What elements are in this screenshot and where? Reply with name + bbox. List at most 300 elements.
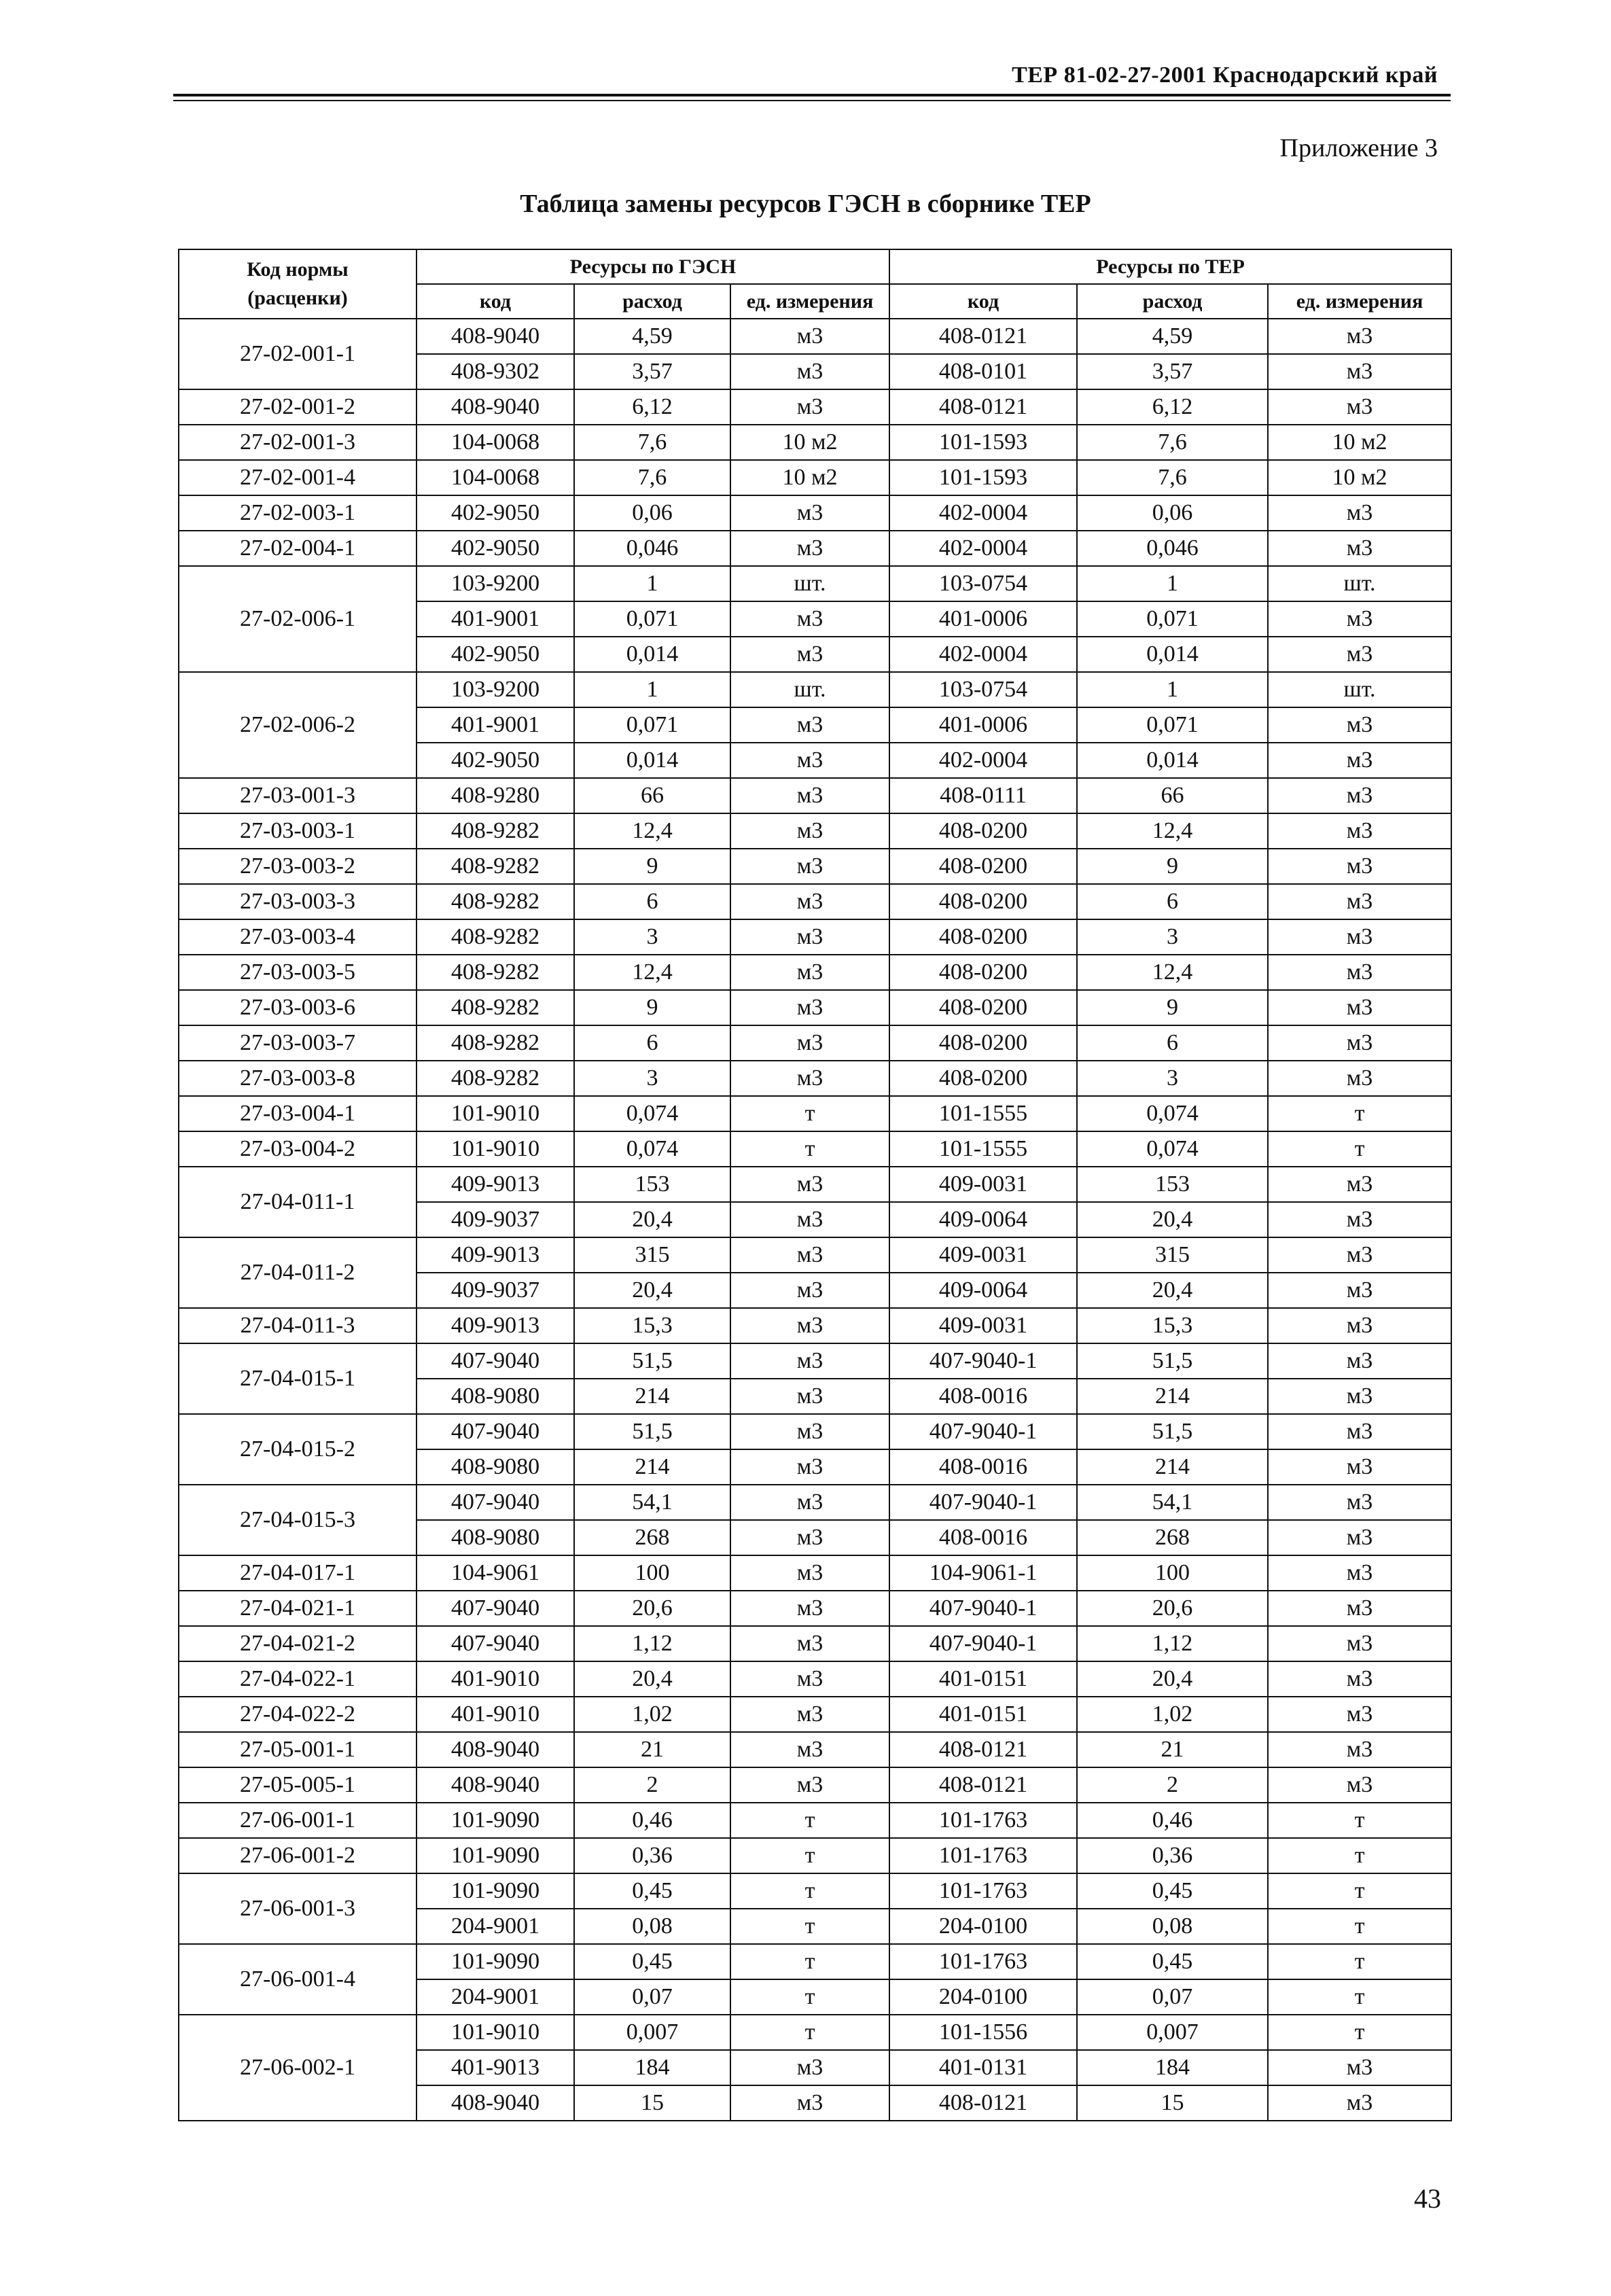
gesn-unit-cell: м3 [730, 2050, 889, 2085]
gesn-consumption-cell: 100 [574, 1555, 730, 1591]
norm-code-cell: 27-04-022-2 [179, 1697, 417, 1732]
norm-code-cell: 27-03-003-7 [179, 1025, 417, 1061]
gesn-code-cell: 408-9282 [417, 884, 574, 919]
gesn-unit-cell: м3 [730, 955, 889, 990]
ter-consumption-cell: 2 [1077, 1767, 1268, 1803]
gesn-unit-cell: м3 [730, 1308, 889, 1343]
ter-consumption-cell: 51,5 [1077, 1343, 1268, 1379]
ter-unit-cell: т [1268, 1944, 1451, 1979]
gesn-code-cell: 409-9013 [417, 1237, 574, 1273]
gesn-unit-cell: т [730, 1803, 889, 1838]
ter-code-cell: 409-0064 [889, 1202, 1077, 1237]
gesn-unit-cell: т [730, 1873, 889, 1909]
gesn-consumption-cell: 1 [574, 566, 730, 601]
table-row [179, 319, 1451, 354]
table-row [179, 1591, 1451, 1626]
gesn-code-cell: 409-9037 [417, 1202, 574, 1237]
gesn-consumption-cell: 0,071 [574, 601, 730, 637]
table-title: Таблица замены ресурсов ГЭСН в сборнике ТЕР [520, 190, 1091, 218]
ter-code-cell: 408-0121 [889, 389, 1077, 425]
header-rule [173, 94, 1451, 96]
ter-unit-cell: м3 [1268, 1025, 1451, 1061]
ter-unit-cell: м3 [1268, 1767, 1451, 1803]
table-row [179, 1873, 1451, 1909]
ter-unit-cell: т [1268, 1873, 1451, 1909]
ter-consumption-cell: 0,45 [1077, 1944, 1268, 1979]
ter-consumption-cell: 3 [1077, 919, 1268, 955]
gesn-consumption-cell: 1 [574, 672, 730, 707]
gesn-unit-cell: м3 [730, 1449, 889, 1485]
table-row [179, 813, 1451, 849]
ter-code-cell: 101-1555 [889, 1096, 1077, 1131]
ter-unit-cell: м3 [1268, 1167, 1451, 1202]
ter-consumption-cell: 20,6 [1077, 1591, 1268, 1626]
ter-consumption-cell: 9 [1077, 849, 1268, 884]
table-row [179, 778, 1451, 813]
norm-code-cell: 27-04-015-3 [179, 1485, 417, 1555]
ter-unit-cell: м3 [1268, 1202, 1451, 1237]
gesn-unit-cell: м3 [730, 1061, 889, 1096]
ter-consumption-cell: 15 [1077, 2085, 1268, 2121]
gesn-consumption-cell: 3 [574, 1061, 730, 1096]
gesn-code-cell: 408-9040 [417, 2085, 574, 2121]
ter-unit-cell: м3 [1268, 1343, 1451, 1379]
ter-code-cell: 401-0006 [889, 601, 1077, 637]
gesn-unit-cell: м3 [730, 601, 889, 637]
gesn-code-cell: 103-9200 [417, 566, 574, 601]
gesn-consumption-cell: 0,07 [574, 1979, 730, 2015]
table-row [179, 990, 1451, 1025]
ter-unit-cell: м3 [1268, 1414, 1451, 1449]
gesn-unit-cell: м3 [730, 1343, 889, 1379]
ter-unit-cell: т [1268, 2015, 1451, 2050]
ter-unit-cell: м3 [1268, 531, 1451, 566]
gesn-code-cell: 408-9282 [417, 919, 574, 955]
ter-consumption-cell: 184 [1077, 2050, 1268, 2085]
ter-unit-cell: м3 [1268, 354, 1451, 389]
gesn-consumption-cell: 66 [574, 778, 730, 813]
ter-consumption-cell: 9 [1077, 990, 1268, 1025]
gesn-code-cell: 408-9040 [417, 1732, 574, 1767]
gesn-code-cell: 101-9090 [417, 1838, 574, 1873]
gesn-consumption-cell: 184 [574, 2050, 730, 2085]
gesn-unit-cell: м3 [730, 1661, 889, 1697]
ter-consumption-cell: 4,59 [1077, 319, 1268, 354]
norm-code-cell: 27-06-002-1 [179, 2015, 417, 2121]
ter-code-cell: 101-1593 [889, 425, 1077, 460]
gesn-code-cell: 408-9302 [417, 354, 574, 389]
gesn-consumption-cell: 51,5 [574, 1343, 730, 1379]
ter-consumption-cell: 0,07 [1077, 1979, 1268, 2015]
gesn-consumption-cell: 20,6 [574, 1591, 730, 1626]
gesn-code-cell: 407-9040 [417, 1626, 574, 1661]
gesn-consumption-cell: 15 [574, 2085, 730, 2121]
gesn-unit-cell: м3 [730, 1237, 889, 1273]
gesn-unit-header: ед. измерения [730, 284, 889, 319]
ter-consumption-cell: 214 [1077, 1449, 1268, 1485]
gesn-consumption-cell: 15,3 [574, 1308, 730, 1343]
ter-unit-cell: м3 [1268, 1732, 1451, 1767]
table-row [179, 2015, 1451, 2050]
norm-code-cell: 27-03-003-4 [179, 919, 417, 955]
table-row [179, 1732, 1451, 1767]
gesn-code-cell: 409-9013 [417, 1308, 574, 1343]
gesn-code-cell: 101-9010 [417, 1131, 574, 1167]
ter-code-cell: 103-0754 [889, 672, 1077, 707]
table-row [179, 1237, 1451, 1273]
ter-code-cell: 409-0064 [889, 1273, 1077, 1308]
ter-unit-cell: т [1268, 1803, 1451, 1838]
table-row [179, 425, 1451, 460]
table-row [179, 495, 1451, 531]
gesn-unit-cell: т [730, 1096, 889, 1131]
norm-code-cell: 27-03-003-3 [179, 884, 417, 919]
ter-consumption-cell: 7,6 [1077, 425, 1268, 460]
gesn-code-cell: 409-9037 [417, 1273, 574, 1308]
ter-consumption-cell: 1 [1077, 566, 1268, 601]
ter-consumption-cell: 0,074 [1077, 1131, 1268, 1167]
ter-consumption-cell: 3,57 [1077, 354, 1268, 389]
ter-consumption-cell: 0,074 [1077, 1096, 1268, 1131]
ter-code-cell: 402-0004 [889, 743, 1077, 778]
ter-code-cell: 409-0031 [889, 1167, 1077, 1202]
table-row [179, 1414, 1451, 1449]
gesn-unit-cell: т [730, 1909, 889, 1944]
gesn-consumption-cell: 3,57 [574, 354, 730, 389]
norm-code-cell: 27-03-001-3 [179, 778, 417, 813]
gesn-consumption-cell: 0,014 [574, 637, 730, 672]
gesn-consumption-cell: 0,08 [574, 1909, 730, 1944]
table-row [179, 1767, 1451, 1803]
gesn-consumption-cell: 0,074 [574, 1131, 730, 1167]
gesn-unit-cell: м3 [730, 1414, 889, 1449]
norm-code-cell: 27-04-011-1 [179, 1167, 417, 1237]
norm-code-cell: 27-02-001-3 [179, 425, 417, 460]
norm-code-cell: 27-03-003-2 [179, 849, 417, 884]
gesn-consumption-cell: 6 [574, 884, 730, 919]
gesn-consumption-cell: 0,007 [574, 2015, 730, 2050]
ter-consumption-header: расход [1077, 284, 1268, 319]
gesn-consumption-cell: 0,074 [574, 1096, 730, 1131]
ter-code-cell: 408-0101 [889, 354, 1077, 389]
ter-code-cell: 408-0121 [889, 1732, 1077, 1767]
gesn-code-cell: 407-9040 [417, 1485, 574, 1520]
ter-consumption-cell: 12,4 [1077, 813, 1268, 849]
ter-consumption-cell: 1,12 [1077, 1626, 1268, 1661]
gesn-group-header: Ресурсы по ГЭСН [417, 249, 889, 284]
gesn-code-cell: 401-9010 [417, 1661, 574, 1697]
ter-consumption-cell: 6 [1077, 1025, 1268, 1061]
gesn-unit-cell: м3 [730, 1273, 889, 1308]
document-header-title: ТЕР 81-02-27-2001 Краснодарский край [1012, 63, 1438, 88]
gesn-unit-cell: м3 [730, 1555, 889, 1591]
table-row [179, 531, 1451, 566]
ter-consumption-cell: 315 [1077, 1237, 1268, 1273]
ter-unit-cell: м3 [1268, 849, 1451, 884]
gesn-code-cell: 101-9010 [417, 2015, 574, 2050]
ter-code-cell: 101-1763 [889, 1838, 1077, 1873]
gesn-code-cell: 401-9001 [417, 601, 574, 637]
gesn-consumption-header: расход [574, 284, 730, 319]
gesn-code-cell: 409-9013 [417, 1167, 574, 1202]
gesn-consumption-cell: 12,4 [574, 813, 730, 849]
ter-code-cell: 204-0100 [889, 1979, 1077, 2015]
ter-unit-cell: м3 [1268, 2085, 1451, 2121]
ter-unit-cell: м3 [1268, 743, 1451, 778]
ter-code-cell: 408-0111 [889, 778, 1077, 813]
ter-consumption-cell: 0,06 [1077, 495, 1268, 531]
ter-consumption-cell: 0,071 [1077, 707, 1268, 743]
ter-code-cell: 407-9040-1 [889, 1343, 1077, 1379]
ter-unit-cell: м3 [1268, 1237, 1451, 1273]
ter-unit-cell: м3 [1268, 1308, 1451, 1343]
gesn-unit-cell: м3 [730, 849, 889, 884]
gesn-consumption-cell: 4,59 [574, 319, 730, 354]
norm-code-cell: 27-03-004-2 [179, 1131, 417, 1167]
gesn-code-cell: 402-9050 [417, 531, 574, 566]
gesn-unit-cell: м3 [730, 778, 889, 813]
norm-code-header-line2: (расценки) [247, 287, 348, 309]
norm-code-cell: 27-04-015-2 [179, 1414, 417, 1485]
ter-unit-cell: 10 м2 [1268, 460, 1451, 495]
ter-code-cell: 402-0004 [889, 495, 1077, 531]
ter-unit-cell: шт. [1268, 566, 1451, 601]
gesn-consumption-cell: 214 [574, 1449, 730, 1485]
ter-code-cell: 401-0006 [889, 707, 1077, 743]
gesn-unit-cell: шт. [730, 672, 889, 707]
gesn-unit-cell: 10 м2 [730, 460, 889, 495]
gesn-unit-cell: м3 [730, 707, 889, 743]
ter-code-cell: 101-1763 [889, 1944, 1077, 1979]
ter-group-header: Ресурсы по ТЕР [889, 249, 1451, 284]
ter-consumption-cell: 268 [1077, 1520, 1268, 1555]
gesn-consumption-cell: 20,4 [574, 1273, 730, 1308]
ter-unit-cell: м3 [1268, 1485, 1451, 1520]
norm-code-cell: 27-06-001-3 [179, 1873, 417, 1944]
gesn-code-cell: 104-9061 [417, 1555, 574, 1591]
gesn-code-cell: 408-9080 [417, 1449, 574, 1485]
ter-unit-cell: м3 [1268, 495, 1451, 531]
norm-code-cell: 27-04-015-1 [179, 1343, 417, 1414]
ter-consumption-cell: 0,08 [1077, 1909, 1268, 1944]
ter-code-cell: 408-0121 [889, 1767, 1077, 1803]
gesn-consumption-cell: 0,45 [574, 1873, 730, 1909]
gesn-consumption-cell: 0,46 [574, 1803, 730, 1838]
header-rule-thin [173, 100, 1451, 101]
table-row [179, 1555, 1451, 1591]
ter-consumption-cell: 21 [1077, 1732, 1268, 1767]
ter-code-cell: 407-9040-1 [889, 1414, 1077, 1449]
ter-unit-cell: 10 м2 [1268, 425, 1451, 460]
ter-code-cell: 409-0031 [889, 1308, 1077, 1343]
ter-consumption-cell: 7,6 [1077, 460, 1268, 495]
table-row [179, 1626, 1451, 1661]
table-row [179, 1131, 1451, 1167]
ter-consumption-cell: 1 [1077, 672, 1268, 707]
ter-consumption-cell: 51,5 [1077, 1414, 1268, 1449]
norm-code-cell: 27-04-022-1 [179, 1661, 417, 1697]
gesn-consumption-cell: 20,4 [574, 1661, 730, 1697]
norm-code-header-line1: Код нормы [247, 258, 349, 281]
ter-code-cell: 408-0016 [889, 1520, 1077, 1555]
ter-code-cell: 204-0100 [889, 1909, 1077, 1944]
gesn-code-cell: 408-9040 [417, 319, 574, 354]
gesn-unit-cell: м3 [730, 1485, 889, 1520]
gesn-code-cell: 402-9050 [417, 743, 574, 778]
ter-consumption-cell: 20,4 [1077, 1202, 1268, 1237]
ter-unit-cell: м3 [1268, 1555, 1451, 1591]
ter-code-cell: 408-0200 [889, 884, 1077, 919]
gesn-unit-cell: м3 [730, 1626, 889, 1661]
table-body [179, 319, 1451, 2121]
norm-code-cell: 27-03-004-1 [179, 1096, 417, 1131]
ter-consumption-cell: 0,45 [1077, 1873, 1268, 1909]
norm-code-cell: 27-02-001-4 [179, 460, 417, 495]
gesn-code-cell: 101-9090 [417, 1944, 574, 1979]
ter-consumption-cell: 0,007 [1077, 2015, 1268, 2050]
ter-consumption-cell: 0,36 [1077, 1838, 1268, 1873]
gesn-code-cell: 204-9001 [417, 1909, 574, 1944]
norm-code-cell: 27-03-003-1 [179, 813, 417, 849]
gesn-unit-cell: м3 [730, 1520, 889, 1555]
ter-code-cell: 103-0754 [889, 566, 1077, 601]
gesn-consumption-cell: 9 [574, 849, 730, 884]
norm-code-cell: 27-03-003-5 [179, 955, 417, 990]
gesn-unit-cell: м3 [730, 1697, 889, 1732]
norm-code-header [179, 249, 417, 319]
gesn-unit-cell: м3 [730, 2085, 889, 2121]
ter-consumption-cell: 1,02 [1077, 1697, 1268, 1732]
gesn-code-cell: 407-9040 [417, 1343, 574, 1379]
gesn-code-cell: 408-9040 [417, 389, 574, 425]
gesn-unit-cell: м3 [730, 884, 889, 919]
ter-code-cell: 408-0200 [889, 919, 1077, 955]
table-row [179, 1661, 1451, 1697]
ter-code-cell: 101-1556 [889, 2015, 1077, 2050]
ter-unit-cell: м3 [1268, 2050, 1451, 2085]
table-row [179, 849, 1451, 884]
gesn-consumption-cell: 7,6 [574, 460, 730, 495]
gesn-code-cell: 408-9282 [417, 1061, 574, 1096]
table-row [179, 460, 1451, 495]
gesn-code-cell: 103-9200 [417, 672, 574, 707]
gesn-consumption-cell: 0,06 [574, 495, 730, 531]
gesn-unit-cell: м3 [730, 319, 889, 354]
ter-unit-header: ед. измерения [1268, 284, 1451, 319]
gesn-consumption-cell: 1,12 [574, 1626, 730, 1661]
gesn-unit-cell: м3 [730, 813, 889, 849]
page-number: 43 [1414, 2183, 1441, 2214]
ter-code-cell: 408-0016 [889, 1379, 1077, 1414]
norm-code-cell: 27-04-011-3 [179, 1308, 417, 1343]
gesn-code-cell: 407-9040 [417, 1414, 574, 1449]
gesn-consumption-cell: 6 [574, 1025, 730, 1061]
table-row [179, 1343, 1451, 1379]
ter-code-cell: 402-0004 [889, 531, 1077, 566]
ter-code-cell: 408-0121 [889, 2085, 1077, 2121]
ter-unit-cell: м3 [1268, 1697, 1451, 1732]
ter-unit-cell: м3 [1268, 1379, 1451, 1414]
ter-consumption-cell: 0,014 [1077, 743, 1268, 778]
norm-code-cell: 27-06-001-4 [179, 1944, 417, 2015]
ter-unit-cell: т [1268, 1096, 1451, 1131]
ter-unit-cell: м3 [1268, 707, 1451, 743]
ter-unit-cell: м3 [1268, 778, 1451, 813]
gesn-unit-cell: м3 [730, 531, 889, 566]
norm-code-cell: 27-05-005-1 [179, 1767, 417, 1803]
table-row [179, 919, 1451, 955]
gesn-consumption-cell: 268 [574, 1520, 730, 1555]
gesn-consumption-cell: 315 [574, 1237, 730, 1273]
ter-unit-cell: т [1268, 1131, 1451, 1167]
gesn-code-cell: 408-9282 [417, 990, 574, 1025]
gesn-code-cell: 401-9013 [417, 2050, 574, 2085]
ter-consumption-cell: 54,1 [1077, 1485, 1268, 1520]
ter-unit-cell: т [1268, 1909, 1451, 1944]
ter-unit-cell: м3 [1268, 1591, 1451, 1626]
gesn-consumption-cell: 20,4 [574, 1202, 730, 1237]
table-row [179, 672, 1451, 707]
norm-code-cell: 27-04-021-1 [179, 1591, 417, 1626]
table-row [179, 1061, 1451, 1096]
norm-code-cell: 27-02-003-1 [179, 495, 417, 531]
gesn-unit-cell: м3 [730, 1202, 889, 1237]
gesn-unit-cell: м3 [730, 919, 889, 955]
ter-code-header: код [889, 284, 1077, 319]
ter-unit-cell: м3 [1268, 813, 1451, 849]
gesn-consumption-cell: 0,36 [574, 1838, 730, 1873]
table-row [179, 1485, 1451, 1520]
ter-code-cell: 101-1555 [889, 1131, 1077, 1167]
ter-consumption-cell: 100 [1077, 1555, 1268, 1591]
ter-unit-cell: м3 [1268, 1626, 1451, 1661]
gesn-unit-cell: м3 [730, 637, 889, 672]
ter-unit-cell: м3 [1268, 1661, 1451, 1697]
ter-unit-cell: м3 [1268, 1520, 1451, 1555]
gesn-consumption-cell: 3 [574, 919, 730, 955]
ter-unit-cell: м3 [1268, 389, 1451, 425]
ter-code-cell: 101-1763 [889, 1873, 1077, 1909]
gesn-consumption-cell: 6,12 [574, 389, 730, 425]
ter-consumption-cell: 3 [1077, 1061, 1268, 1096]
gesn-consumption-cell: 2 [574, 1767, 730, 1803]
ter-code-cell: 408-0016 [889, 1449, 1077, 1485]
ter-unit-cell: м3 [1268, 319, 1451, 354]
gesn-unit-cell: 10 м2 [730, 425, 889, 460]
table-row [179, 1697, 1451, 1732]
ter-consumption-cell: 0,071 [1077, 601, 1268, 637]
gesn-code-cell: 408-9282 [417, 813, 574, 849]
gesn-consumption-cell: 12,4 [574, 955, 730, 990]
ter-code-cell: 408-0200 [889, 849, 1077, 884]
ter-code-cell: 101-1763 [889, 1803, 1077, 1838]
ter-code-cell: 401-0131 [889, 2050, 1077, 2085]
gesn-unit-cell: м3 [730, 1167, 889, 1202]
gesn-unit-cell: м3 [730, 1732, 889, 1767]
ter-unit-cell: м3 [1268, 637, 1451, 672]
ter-code-cell: 104-9061-1 [889, 1555, 1077, 1591]
resource-replacement-table [178, 249, 1452, 2121]
norm-code-cell: 27-06-001-2 [179, 1838, 417, 1873]
gesn-consumption-cell: 0,071 [574, 707, 730, 743]
table-row [179, 389, 1451, 425]
gesn-code-cell: 101-9010 [417, 1096, 574, 1131]
norm-code-cell: 27-02-001-1 [179, 319, 417, 389]
ter-unit-cell: т [1268, 1838, 1451, 1873]
gesn-unit-cell: шт. [730, 566, 889, 601]
gesn-unit-cell: м3 [730, 990, 889, 1025]
gesn-code-cell: 402-9050 [417, 637, 574, 672]
